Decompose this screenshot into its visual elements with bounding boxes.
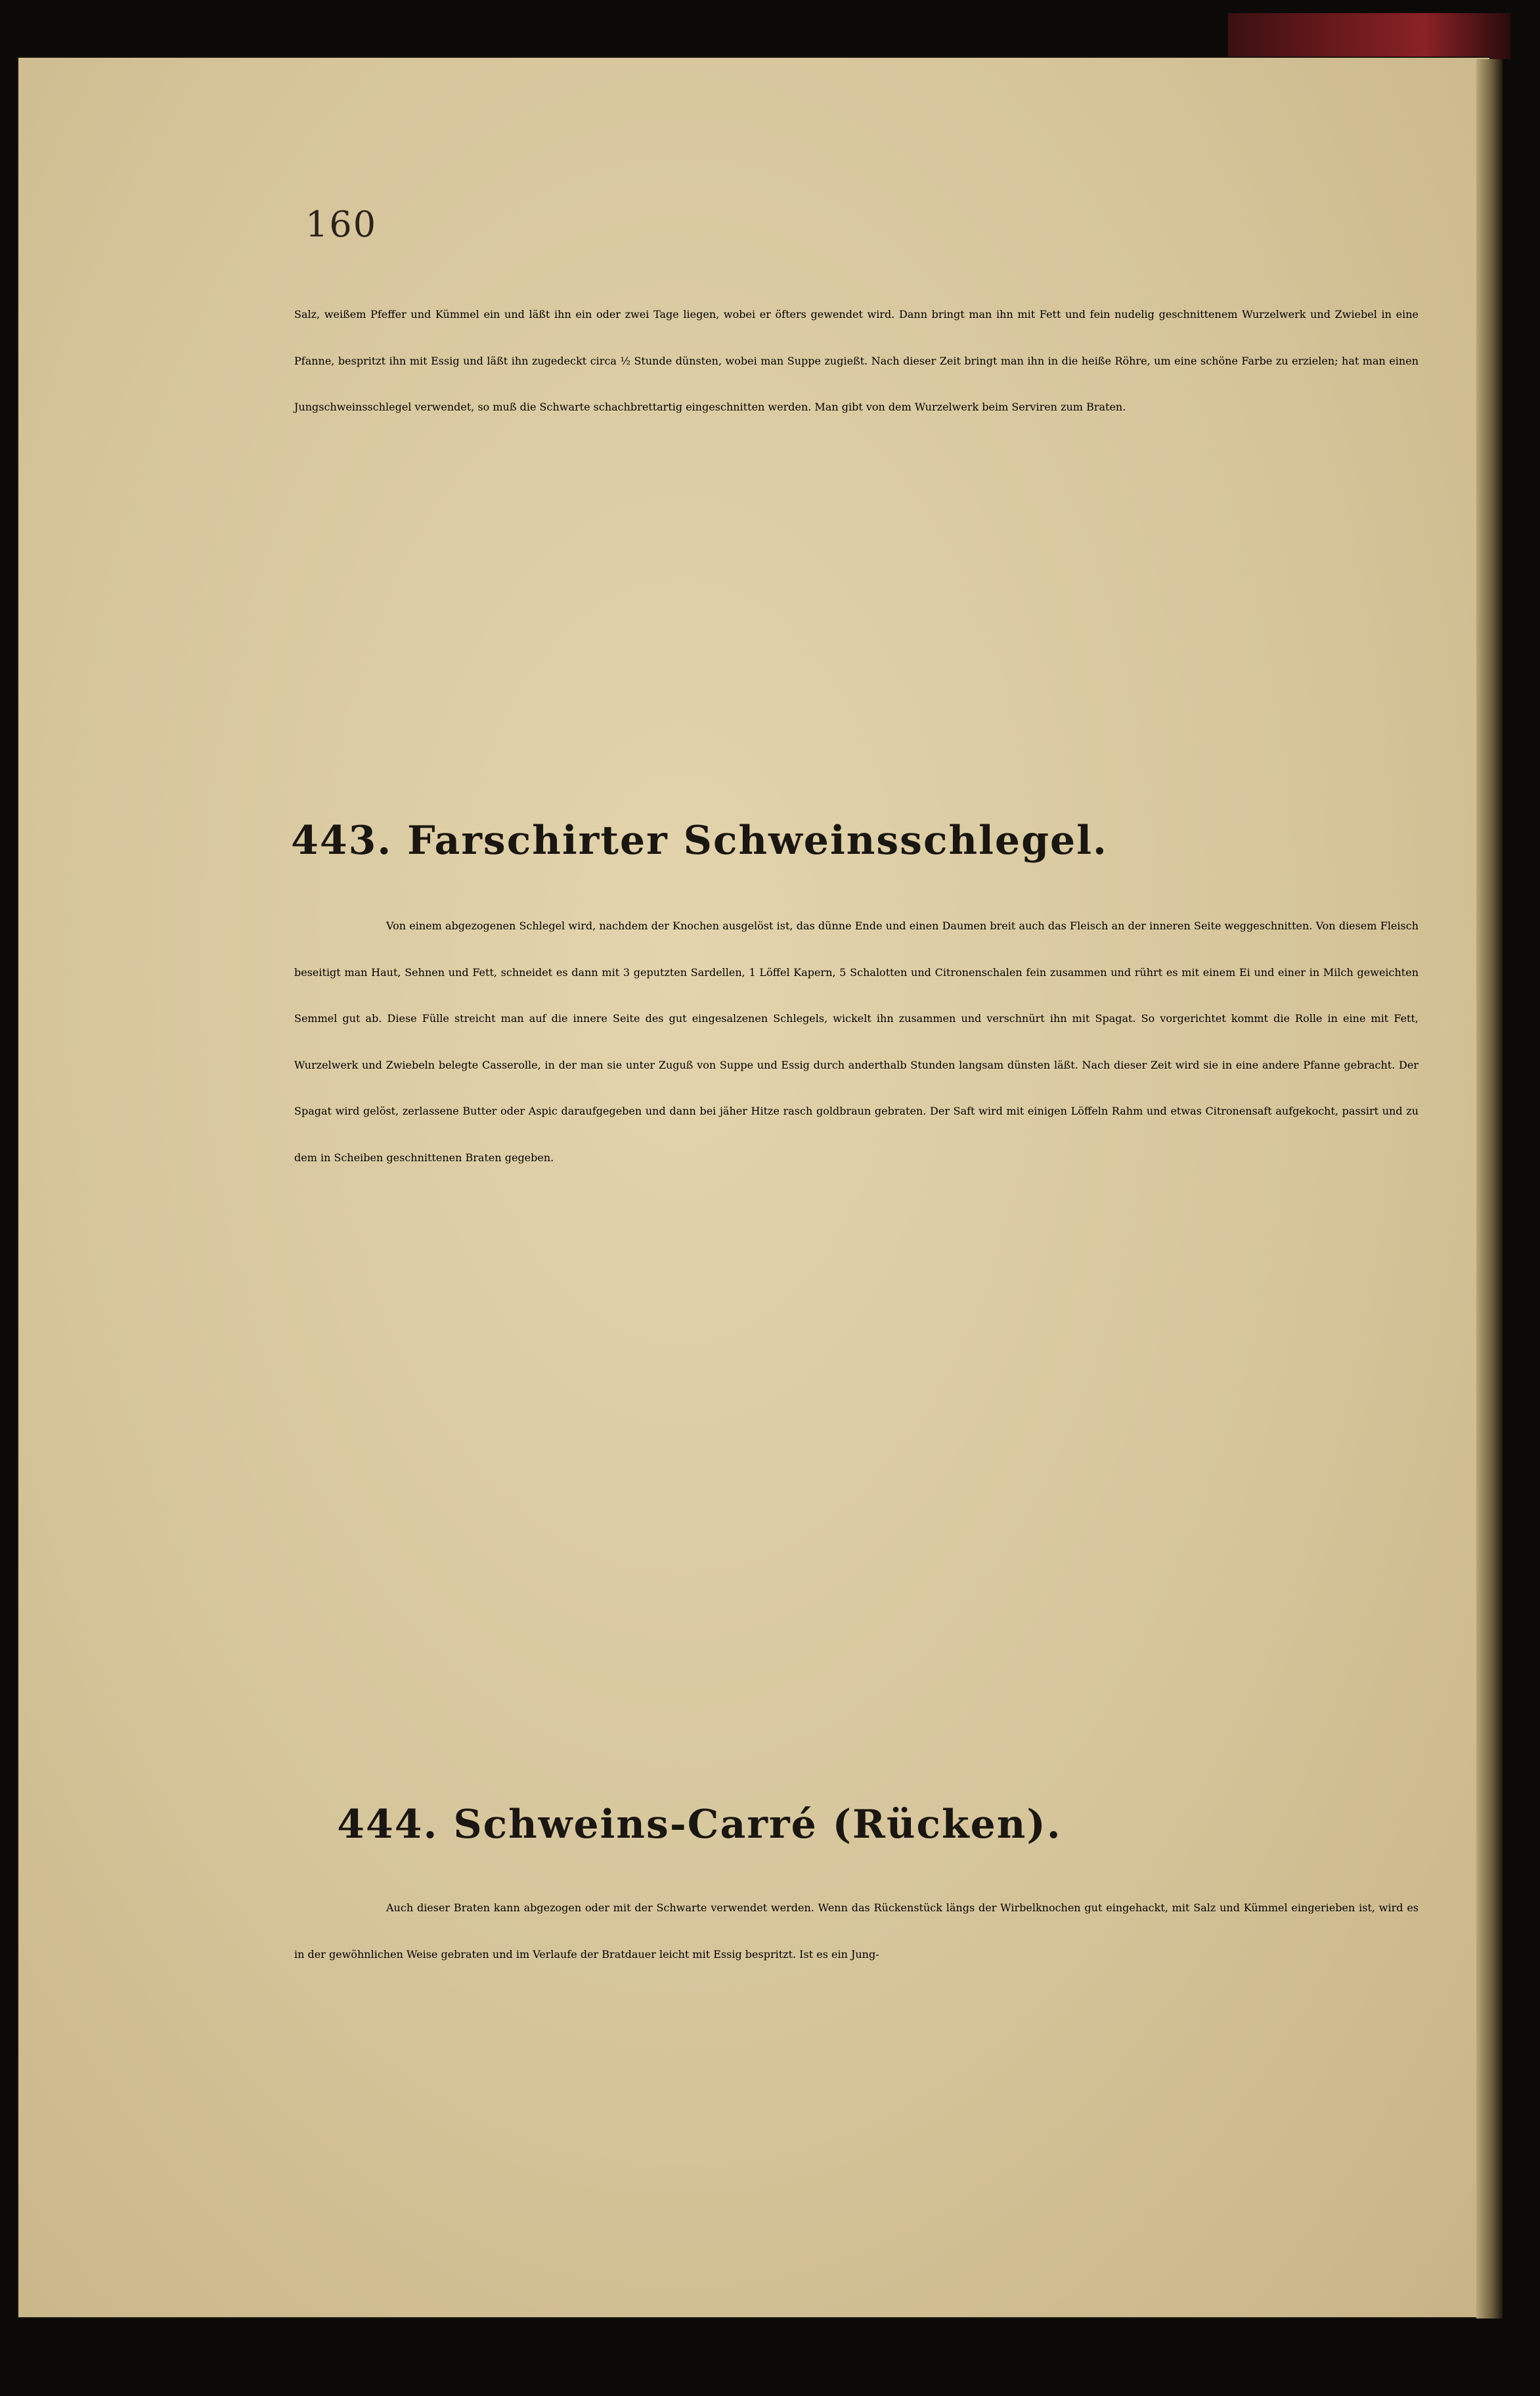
recipe-443-text: Von einem abgezogenen Schlegel wird, nachdem der Knochen ausgelöst ist, das dünne Ende und einen Daumen breit auch das Fleisch an der inneren Seite weggeschnitten. Von diesem Fleisch beseitigt man Haut, Sehnen und Fett, schneidet es dann mit 3 geputzten Sardellen, 1 Löffel Kapern, 5 Schalotten und Citronenschalen fein zusammen und rührt es mit einem Ei und einer in Milch geweichten Semmel gut ab. Diese Fülle streicht man auf die innere Seite des gut eingesalzenen Schlegels, wickelt ihn zusammen und verschnürt ihn mit Spagat. So vorgerichtet kommt die Rolle in eine mit Fett, Wurzelwerk und Zwiebeln belegte Casserolle, in der man sie unter Zuguß von Suppe und Essig durch anderthalb Stunden langsam dünsten läßt. Nach dieser Zeit wird sie in eine andere Pfanne gebracht. Der Spagat wird gelöst, zerlassene Butter oder Aspic daraufgegeben und dann bei jäher Hitze rasch goldbraun gebraten. Der Saft wird mit einigen Löffeln Rahm und etwas Citronensaft aufgekocht, passirt und zu dem in Scheiben geschnittenen Braten gegeben. bbox=[294, 920, 1419, 1164]
recipe-444-heading: 444. Schweins-Carré (Rücken). bbox=[337, 1802, 1062, 1848]
page-edge-shadow bbox=[1476, 59, 1503, 2318]
recipe-444-text: Auch dieser Braten kann abgezogen oder mit der Schwarte verwendet werden. Wenn das Rückenstück längs der Wirbelknochen gut eingehackt, mit Salz und Kümmel eingerieben ist, wird es in der gewöhnlichen Weise gebraten und im Verlaufe der Bratdauer leicht mit Essig bespritzt. Ist es ein Jung- bbox=[294, 1901, 1419, 1961]
intro-paragraph: Salz, weißem Pfeffer und Kümmel ein und läßt ihn ein oder zwei Tage liegen, wobei er öfters gewendet wird. Dann bringt man ihn mit Fett und fein nudelig geschnittenem Wurzelwerk und Zwiebel in eine Pfanne, bespritzt ihn mit Essig und läßt ihn zugedeckt circa ½ Stunde dünsten, wobei man Suppe zugießt. Nach dieser Zeit bringt man ihn in die heiße Röhre, um eine schöne Farbe zu erzielen; hat man einen Jungschweinsschlegel verwendet, so muß die Schwarte schachbrettartig eingeschnitten werden. Man gibt von dem Wurzelwerk beim Serviren zum Braten. bbox=[294, 308, 1419, 413]
book-spine-strip bbox=[1228, 13, 1510, 59]
recipe-443-heading: 443. Farschirter Schweinsschlegel. bbox=[291, 818, 1108, 864]
page-number: 160 bbox=[305, 204, 378, 245]
